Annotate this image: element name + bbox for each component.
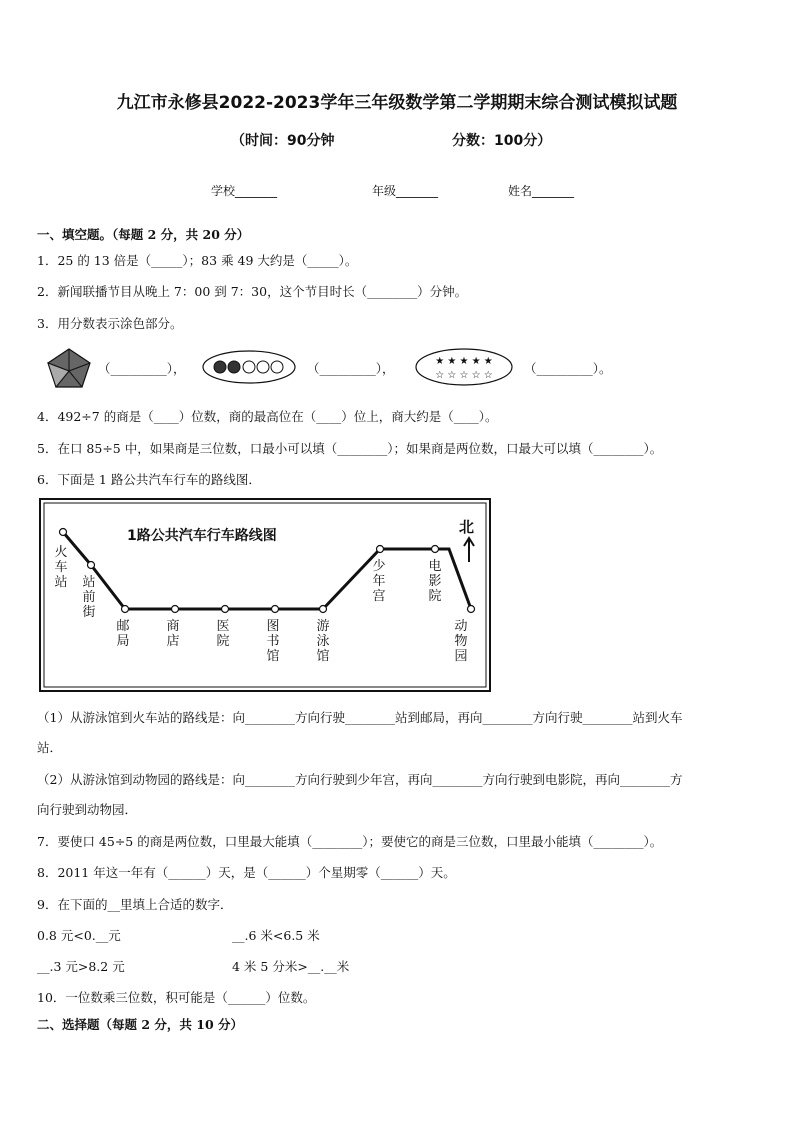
question-10: 10．一位数乘三位数，积可能是（______）位数。 (37, 990, 316, 1005)
station-label: 少年宫 (372, 559, 386, 604)
station-label: 图书馆 (266, 619, 280, 664)
filled-stars-row: ★ ★ ★ ★ ★ (435, 356, 493, 367)
pentagon-figure (46, 347, 92, 389)
circles-figure (201, 349, 297, 385)
question-9: 9．在下面的__里填上合适的数字． (37, 897, 233, 912)
station-label: 医院 (216, 619, 230, 649)
bus-route-map (39, 498, 491, 692)
station-label: 游泳馆 (316, 619, 330, 664)
station-marker (122, 606, 129, 613)
school-field: 学校_______ (211, 184, 278, 198)
q3-blank-1: （_________）， (98, 361, 186, 376)
stars-figure (414, 347, 514, 387)
question-3: 3．用分数表示涂色部分。 (37, 316, 183, 331)
question-9-a: 0.8 元<0.__元 (37, 928, 121, 943)
station-marker (172, 606, 179, 613)
name-field: 姓名_______ (508, 184, 575, 198)
question-2: 2．新闻联播节目从晚上 7：00 到 7：30，这个节目时长（________）分钟。 (37, 284, 468, 299)
map-title: 1路公共汽车行车路线图 (127, 528, 277, 544)
page-title: 九江市永修县2022-2023学年三年级数学第二学期期末综合测试模拟试题 (116, 93, 678, 113)
station-label: 动物园 (454, 619, 468, 664)
station-marker (468, 606, 475, 613)
question-9-b: __.6 米<6.5 米 (232, 928, 320, 943)
question-5: 5．在口 85÷5 中，如果商是三位数，口最小可以填（________）；如果商是两位数，口最大可以填（________）。 (37, 441, 663, 456)
station-marker (88, 562, 95, 569)
question-6: 6．下面是 1 路公共汽车行车的路线图． (37, 472, 261, 487)
section-2-heading: 二、选择题（每题 2 分，共 10 分） (37, 1017, 244, 1032)
station-marker (320, 606, 327, 613)
question-6-1-line-1: （1）从游泳馆到火车站的路线是：向________方向行驶________站到邮局，再向________方向行驶________站到火车 (37, 710, 683, 725)
question-7: 7．要使口 45÷5 的商是两位数，口里最大能填（________）；要使它的商是三位数，口里最小能填（________）。 (37, 834, 663, 849)
question-6-1-line-2: 站． (37, 740, 63, 755)
question-6-2-line-1: （2）从游泳馆到动物园的路线是：向________方向行驶到少年宫，再向________方向行驶到电影院，再向________方 (37, 772, 683, 787)
station-label: 站前街 (82, 575, 96, 620)
time-label: （时间：90分钟 (231, 133, 335, 149)
question-9-c: __.3 元>8.2 元 (37, 959, 125, 974)
question-4: 4．492÷7 的商是（____）位数，商的最高位在（____）位上，商大约是（____）。 (37, 409, 498, 424)
question-1: 1．25 的 13 倍是（_____）；83 乘 49 大约是（_____）。 (37, 253, 358, 268)
station-marker (222, 606, 229, 613)
station-label: 邮局 (116, 619, 130, 649)
grade-field: 年级_______ (372, 184, 439, 198)
station-marker (60, 529, 67, 536)
station-label: 电影院 (428, 559, 442, 604)
question-8: 8．2011 年这一年有（______）天，是（______）个星期零（______）天。 (37, 865, 456, 880)
q3-blank-3: （_________）。 (524, 361, 612, 376)
station-label: 商店 (166, 619, 180, 649)
question-9-d: 4 米 5 分米>__.__米 (232, 959, 350, 974)
empty-stars-row: ☆ ☆ ☆ ☆ ☆ (435, 370, 493, 381)
north-label: 北 (459, 518, 475, 536)
q3-blank-2: （_________）， (307, 361, 395, 376)
station-marker (377, 546, 384, 553)
section-1-heading: 一、填空题。（每题 2 分，共 20 分） (37, 227, 250, 242)
station-label: 火车站 (54, 545, 68, 590)
station-marker (432, 546, 439, 553)
question-6-2-line-2: 向行驶到动物园． (37, 802, 138, 817)
score-label: 分数：100分） (452, 133, 552, 149)
station-marker (272, 606, 279, 613)
